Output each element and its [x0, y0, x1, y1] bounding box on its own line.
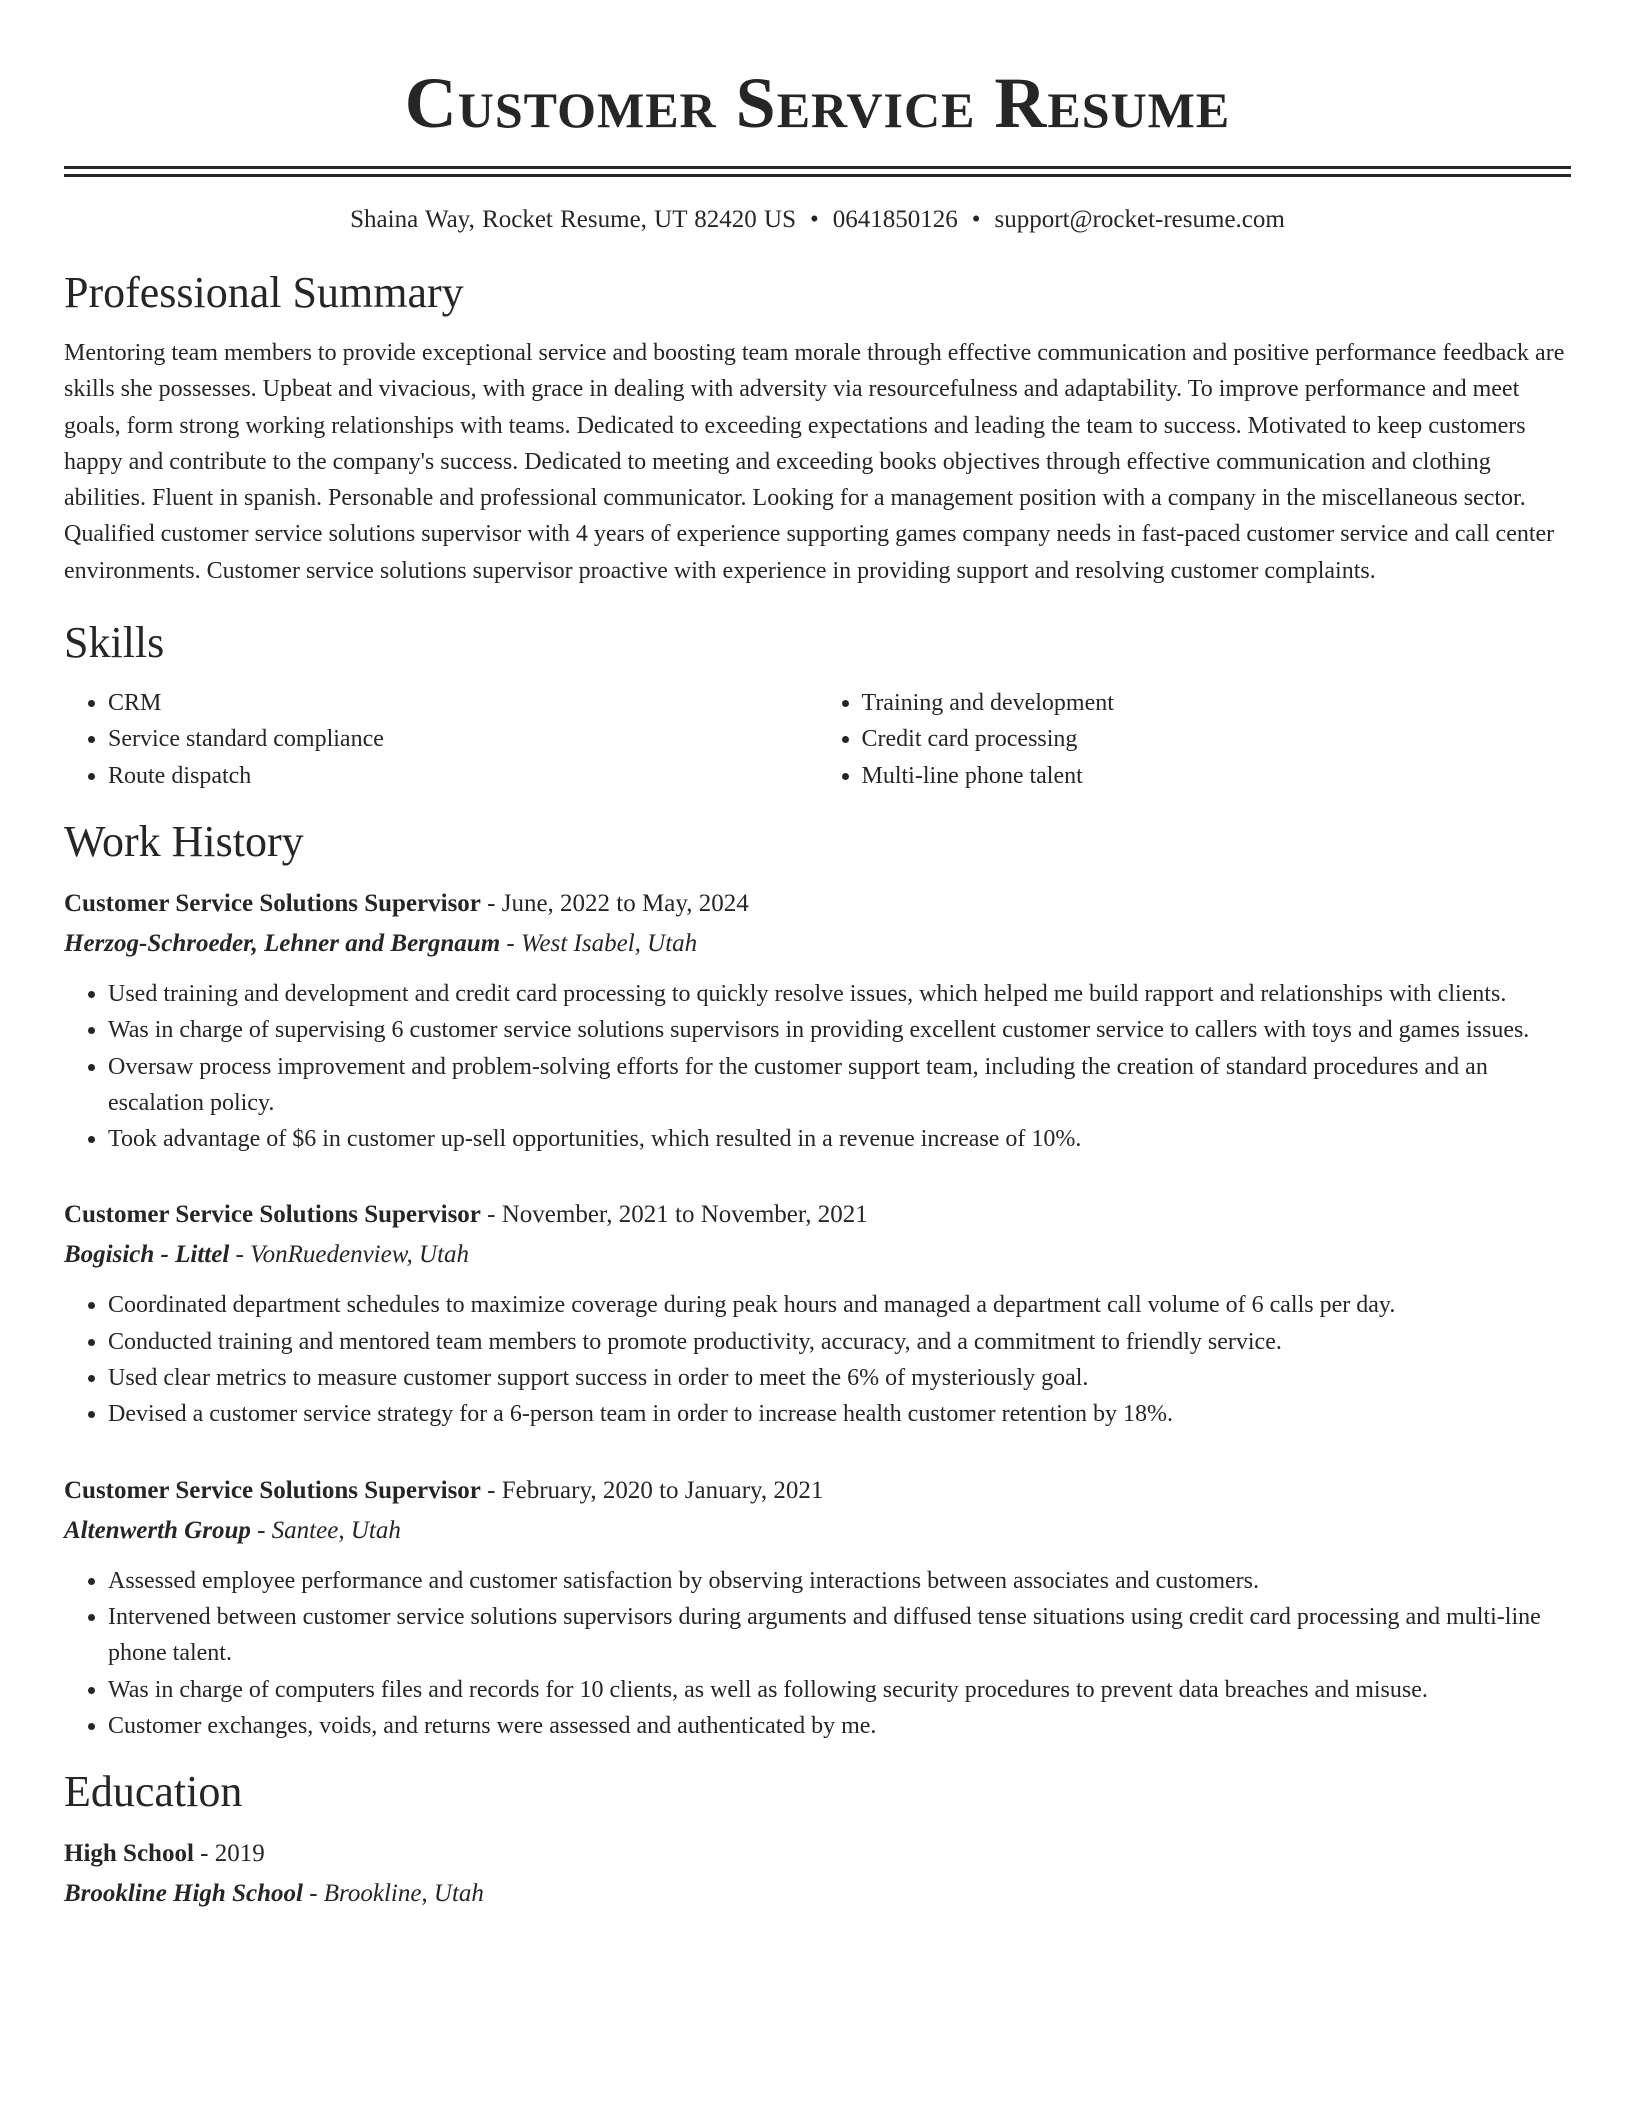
education-year: - 2019	[193, 1840, 265, 1868]
skill-item: • CRM	[108, 685, 818, 721]
skills-list-left	[64, 685, 818, 794]
job-location: - West Isabel, Utah	[500, 929, 698, 957]
job-title: Customer Service Solutions Supervisor	[64, 1201, 481, 1229]
job-location: - VonRuedenview, Utah	[229, 1241, 470, 1269]
job-bullet: • Took advantage of $6 in customer up-sell opportunities, which resulted in a revenue increase of 10%.	[108, 1121, 1571, 1157]
education-entry	[64, 1834, 1571, 1914]
job-location: - Santee, Utah	[250, 1516, 401, 1544]
education-school: Brookline High School	[64, 1880, 303, 1908]
job-bullet: • Was in charge of computers files and records for 10 clients, as well as following security procedures to prevent data breaches and misuse.	[108, 1672, 1571, 1708]
contact-separator: •	[810, 206, 819, 233]
job-company-line	[64, 1511, 1571, 1551]
job-bullet: • Coordinated department schedules to maximize coverage during peak hours and managed a department call volume of 6 calls per day.	[108, 1287, 1571, 1323]
job-title-line	[64, 1195, 1571, 1235]
job-entry	[64, 1471, 1571, 1744]
work-history-section	[64, 814, 1571, 1744]
skill-item: • Credit card processing	[862, 721, 1572, 757]
education-section	[64, 1764, 1571, 1914]
job-title-line	[64, 1471, 1571, 1511]
job-company-line	[64, 924, 1571, 964]
skills-list-right	[818, 685, 1572, 794]
skills-heading: Skills	[64, 618, 165, 668]
education-location: - Brookline, Utah	[302, 1880, 484, 1908]
skills-section	[64, 615, 1571, 794]
title-double-rule	[64, 166, 1571, 177]
summary-section	[64, 265, 1571, 589]
job-bullets	[64, 1563, 1571, 1744]
job-company-line	[64, 1235, 1571, 1275]
job-dates: - February, 2020 to January, 2021	[480, 1476, 824, 1504]
job-company: Bogisich - Littel	[64, 1241, 230, 1269]
work-history-heading: Work History	[64, 816, 304, 866]
resume-page	[64, 0, 1571, 1914]
contact-address: Shaina Way, Rocket Resume, UT 82420 US	[350, 206, 796, 233]
job-entry	[64, 884, 1571, 1157]
job-dates: - November, 2021 to November, 2021	[480, 1201, 868, 1229]
job-title-line	[64, 884, 1571, 924]
education-school-line	[64, 1874, 1571, 1914]
education-heading: Education	[64, 1767, 243, 1817]
job-entry	[64, 1195, 1571, 1432]
job-bullet: • Oversaw process improvement and problem-solving efforts for the customer support team, including the creation of standard procedures and an escalation policy.	[108, 1049, 1571, 1122]
summary-heading: Professional Summary	[64, 268, 464, 317]
contact-line	[64, 203, 1571, 237]
resume-title: Customer Service Resume	[404, 63, 1231, 143]
contact-separator: •	[971, 206, 981, 233]
job-company: Herzog-Schroeder, Lehner and Bergnaum	[64, 929, 501, 957]
education-degree-line	[64, 1834, 1571, 1874]
skill-item: • Multi-line phone talent	[862, 758, 1572, 794]
contact-email: support@rocket-resume.com	[994, 206, 1285, 233]
job-bullets	[64, 1287, 1571, 1432]
job-bullets	[64, 976, 1571, 1157]
skill-item: • Service standard compliance	[108, 721, 818, 757]
job-bullet: • Was in charge of supervising 6 customer service solutions supervisors in providing excellent customer service to callers with toys and games issues.	[108, 1012, 1571, 1048]
job-title: Customer Service Solutions Supervisor	[64, 1476, 481, 1504]
summary-text: Mentoring team members to provide exceptional service and boosting team morale through effective communication and positive performance feedback are skills she possesses. Upbeat and vivacious, with grace in dealing with adversity via resourcefulness and adaptability. To improve performance and meet goals, form strong working relationships with teams. Dedicated to exceeding expectations and leading the team to success. Motivated to keep customers happy and contribute to the company's success. Dedicated to meeting and exceeding books objectives through effective communication and clothing abilities. Fluent in spanish. Personable and professional communicator. Looking for a management position with a company in the miscellaneous sector. Qualified customer service solutions supervisor with 4 years of experience supporting games company needs in fast-paced customer service and call center environments. Customer service solutions supervisor proactive with experience in providing support and resolving customer complaints.	[64, 340, 1565, 584]
skill-item: • Route dispatch	[108, 758, 818, 794]
job-dates: - June, 2022 to May, 2024	[480, 889, 749, 917]
job-bullet: • Intervened between customer service solutions supervisors during arguments and diffused tense situations using credit card processing and multi-line phone talent.	[108, 1599, 1571, 1672]
job-bullet: • Used clear metrics to measure customer support success in order to meet the 6% of mysteriously goal.	[108, 1360, 1571, 1396]
job-company: Altenwerth Group	[64, 1516, 251, 1544]
contact-phone: 0641850126	[832, 206, 958, 233]
job-title: Customer Service Solutions Supervisor	[64, 889, 481, 917]
job-bullet: • Conducted training and mentored team members to promote productivity, accuracy, and a commitment to friendly service.	[108, 1324, 1571, 1360]
skill-item: • Training and development	[862, 685, 1572, 721]
job-bullet: • Used training and development and credit card processing to quickly resolve issues, which helped me build rapport and relationships with clients.	[108, 976, 1571, 1012]
education-degree: High School	[64, 1840, 194, 1868]
job-bullet: • Assessed employee performance and customer satisfaction by observing interactions between associates and customers.	[108, 1563, 1571, 1599]
skills-columns	[64, 685, 1571, 794]
job-bullet: • Customer exchanges, voids, and returns were assessed and authenticated by me.	[108, 1708, 1571, 1744]
job-bullet: • Devised a customer service strategy for a 6-person team in order to increase health customer retention by 18%.	[108, 1396, 1571, 1432]
